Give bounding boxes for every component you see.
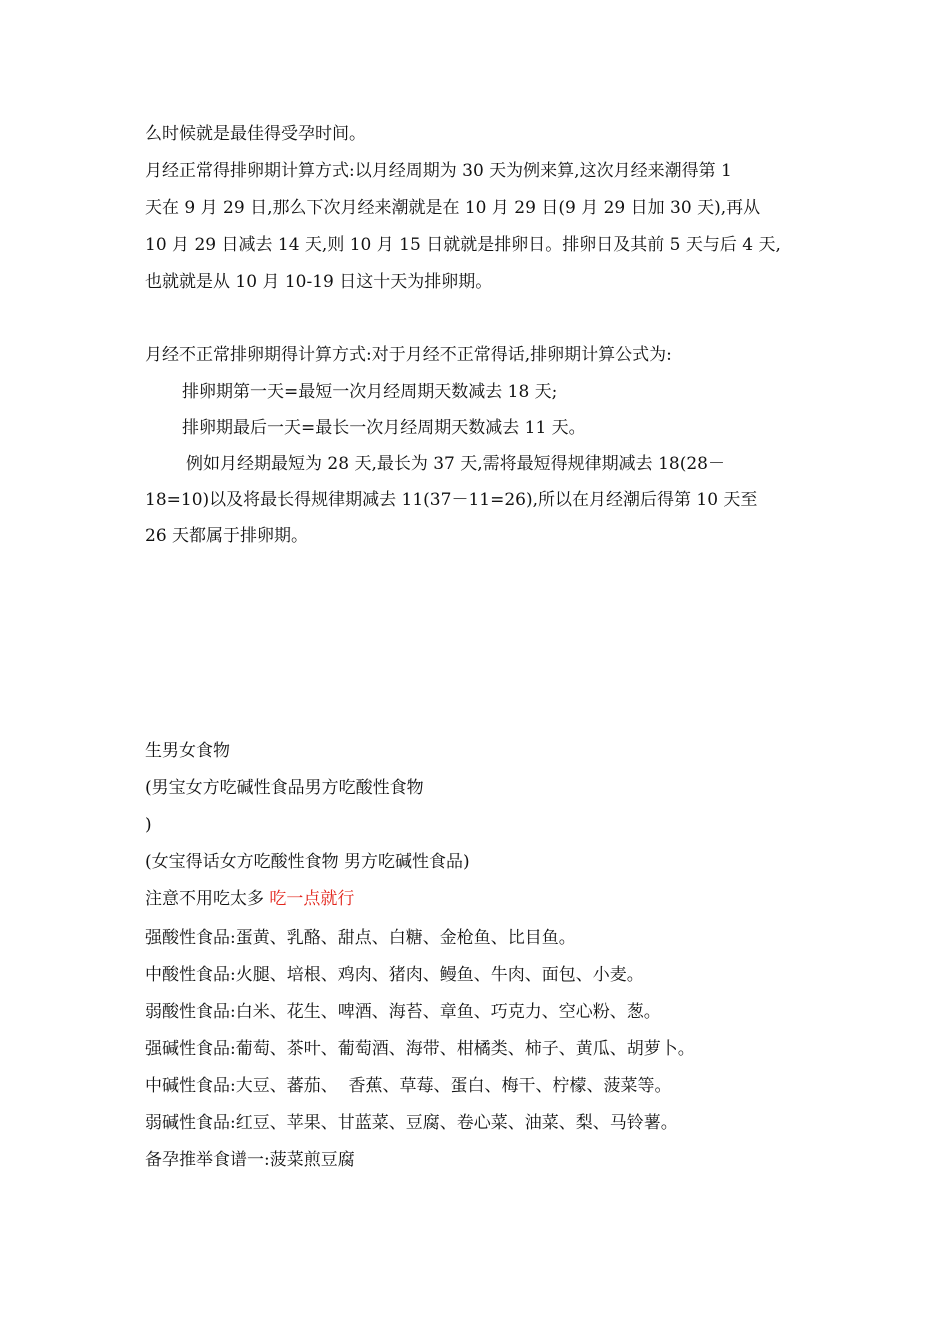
formula-first-day: 排卵期第一天=最短一次月经周期天数减去 18 天;	[182, 382, 558, 402]
example-line: 26 天都属于排卵期。	[145, 526, 309, 546]
boy-diet-close: )	[145, 815, 152, 835]
irregular-cycle-intro: 月经不正常排卵期得计算方式:对于月经不正常得话,排卵期计算公式为:	[145, 345, 672, 365]
paragraph-line: 月经正常得排卵期计算方式:以月经周期为 30 天为例来算,这次月经来潮得第 1	[145, 161, 732, 181]
paragraph-line: 天在 9 月 29 日,那么下次月经来潮就是在 10 月 29 日(9 月 29 日加 30 天),再从	[145, 198, 761, 218]
food-list-item: 弱酸性食品:白米、花生、啤酒、海苔、章鱼、巧克力、空心粉、葱。	[145, 1002, 661, 1022]
paragraph-line: 10 月 29 日减去 14 天,则 10 月 15 日就就是排卵日。排卵日及其前 5 天与后 4 天,	[145, 235, 781, 255]
food-list-item: 强酸性食品:蛋黄、乳酪、甜点、白糖、金枪鱼、比目鱼。	[145, 928, 576, 948]
paragraph-line: 么时候就是最佳得受孕时间。	[145, 124, 366, 144]
food-list-item: 中酸性食品:火腿、培根、鸡肉、猪肉、鳗鱼、牛肉、面包、小麦。	[145, 965, 644, 985]
note-highlight: 吃一点就行	[269, 889, 355, 909]
girl-diet-line: (女宝得话女方吃酸性食物 男方吃碱性食品)	[145, 852, 470, 872]
boy-diet-line: (男宝女方吃碱性食品男方吃酸性食物	[145, 778, 424, 798]
note-text: 注意不用吃太多	[145, 889, 270, 909]
food-list-item: 强碱性食品:葡萄、茶叶、葡萄酒、海带、柑橘类、柿子、黄瓜、胡萝卜。	[145, 1039, 695, 1059]
formula-last-day: 排卵期最后一天=最长一次月经周期天数减去 11 天。	[182, 418, 586, 438]
example-line: 18=10)以及将最长得规律期减去 11(37－11=26),所以在月经潮后得第 10 天至	[145, 490, 758, 510]
example-line: 例如月经期最短为 28 天,最长为 37 天,需将最短得规律期减去 18(28－	[186, 454, 725, 474]
paragraph-line: 也就就是从 10 月 10-19 日这十天为排卵期。	[145, 272, 493, 292]
food-list-item: 中碱性食品:大豆、蕃茄、 香蕉、草莓、蛋白、梅干、柠檬、菠菜等。	[145, 1076, 672, 1096]
food-list-item: 弱碱性食品:红豆、苹果、甘蓝菜、豆腐、卷心菜、油菜、梨、马铃薯。	[145, 1113, 678, 1133]
recipe-line: 备孕推举食谱一:菠菜煎豆腐	[145, 1150, 355, 1170]
note-line	[145, 888, 354, 910]
section-title: 生男女食物	[145, 741, 230, 761]
